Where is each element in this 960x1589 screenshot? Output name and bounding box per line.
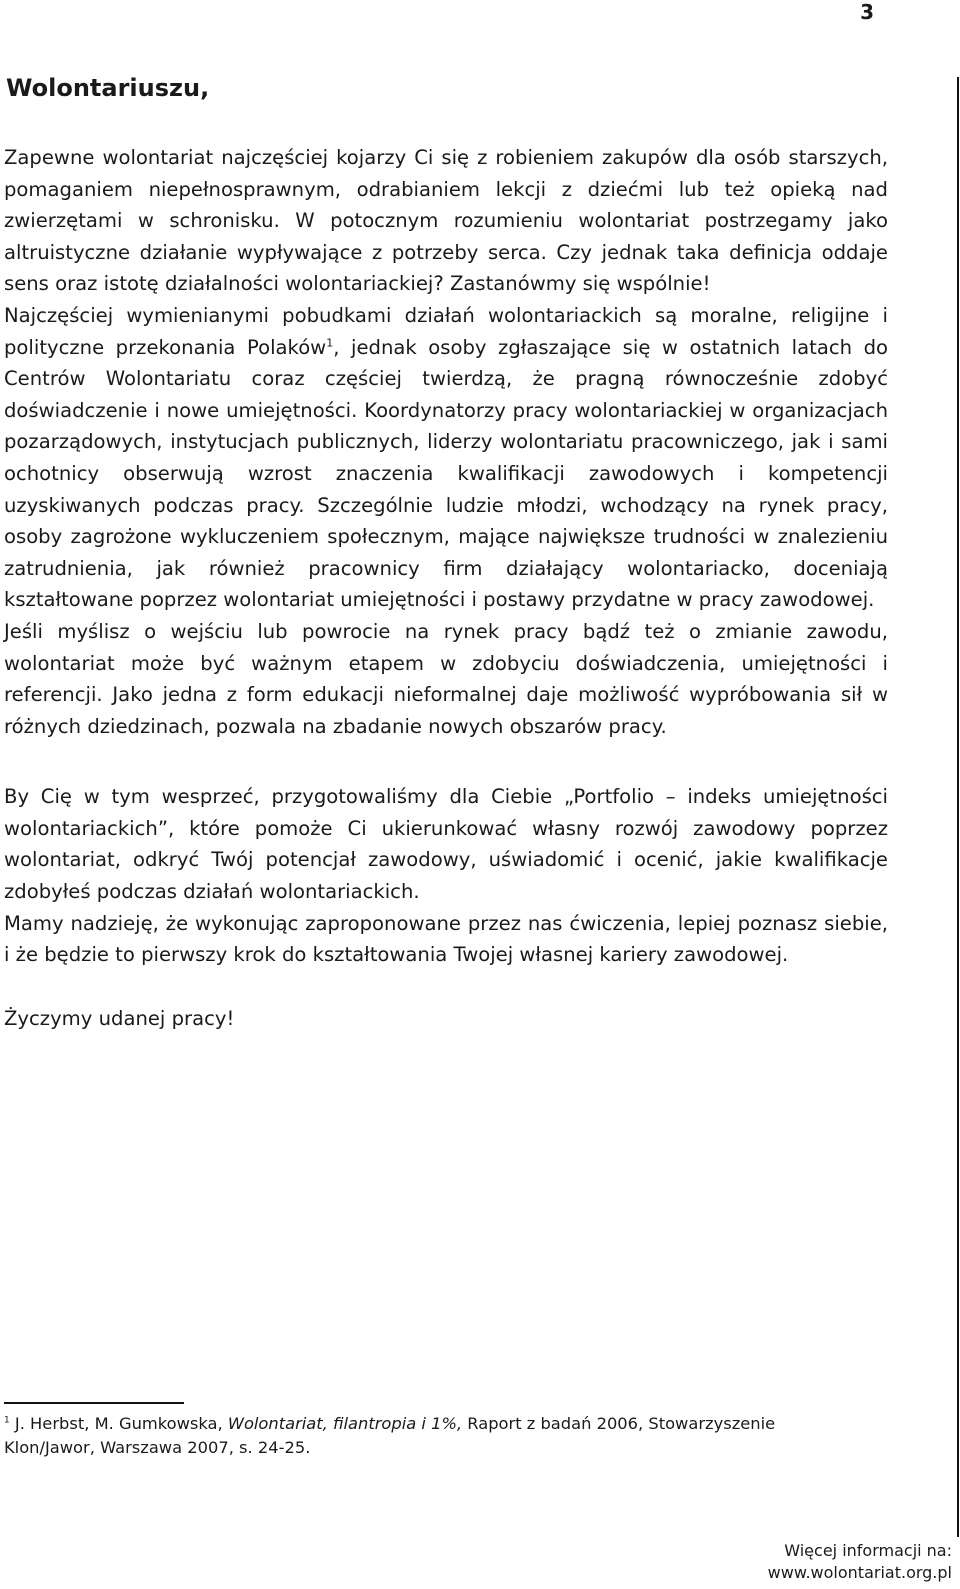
page-number: 3 — [860, 0, 874, 24]
paragraph-intro: Zapewne wolontariat najczęściej kojarzy Ci się z robieniem zakupów dla osób starszych, pomaganiem niepełnosprawnym, odrabianiem lekcji z dziećmi lub też opieką nad zwierzętami w schronisku. W potocznym rozumieniu wolontariat postrzegamy jako altruistyczne działanie wypływające z potrzeby serca. Czy jednak taka definicja oddaje sens oraz istotę działalności wolontariackiej? Zastanówmy się wspólnie! — [4, 146, 888, 296]
footnote-authors: J. Herbst, M. Gumkowska, — [9, 1414, 228, 1433]
motivations-text-start: Najczęściej wymienianymi pobudkami działań wolontariackich są moralne, religijne i polityczne przekonania Polaków — [4, 303, 888, 359]
page-title: Wolontariuszu, — [6, 74, 210, 102]
paragraph-job-market: Jeśli myślisz o wejściu lub powrocie na rynek pracy bądź też o zmianie zawodu, wolontariat może być ważnym etapem w zdobyciu doświadczenia, umiejętności i referencji. Jako jedna z form edukacji nieformalnej daje możliwość wypróbowania sił w różnych dziedzinach, pozwala na zbadanie nowych obszarów pracy. — [4, 619, 888, 738]
footnote-rule — [4, 1402, 184, 1404]
motivations-text-end: , jednak osoby zgłaszające się w ostatnich latach do Centrów Wolontariatu coraz częściej twierdzą, że pragną równocześnie zdobyć doświadczenie i nowe umiejętności. Koordynatorzy pracy wolontariackiej w organizacjach pozarządowych, instytucjach publicznych, liderzy wolontariatu pracowniczego, jak i sami ochotnicy obserwują wzrost znaczenia kwalifikacji zawodowych i kompetencji uzyskiwanych podczas pracy. Szczególnie ludzie młodzi, wchodzący na rynek pracy, osoby zagrożone wykluczeniem społecznym, mające największe trudności w znalezieniu zatrudnienia, jak również pracownicy firm działający wolontariacko, doceniają kształtowane poprzez wolontariat umiejętności i postawy przydatne w pracy zawodowej. — [4, 335, 888, 612]
footnote-title: Wolontariat, filantropia i 1%, — [227, 1414, 463, 1433]
main-text — [4, 142, 888, 1034]
paragraph-hope: Mamy nadzieję, że wykonując zaproponowane przez nas ćwiczenia, lepiej poznasz siebie, i że będzie to pierwszy krok do kształtowania Twojej własnej kariery zawodowej. — [4, 911, 888, 967]
more-info-label: Więcej informacji na: — [784, 1541, 952, 1560]
paragraph-motivations — [4, 300, 888, 616]
closing-line: Życzymy udanej pracy! — [4, 1006, 235, 1030]
paragraph-portfolio: By Cię w tym wesprzeć, przygotowaliśmy dla Ciebie „Portfolio – indeks umiejętności wolontariackich”, które pomoże Ci ukierunkować własny rozwój zawodowy poprzez wolontariat, odkryć Twój potencjał zawodowy, uświadomić i ocenić, jakie kwalifikacje zdobyłeś podczas działań wolontariackich. — [4, 785, 888, 904]
footnote-number: 1 — [4, 1415, 10, 1426]
more-info-url[interactable]: www.wolontariat.org.pl — [767, 1563, 952, 1582]
footnote-reference[interactable]: 1 — [326, 336, 334, 350]
paragraph-gap — [4, 971, 888, 1003]
vertical-rule — [957, 77, 959, 1537]
footnote — [4, 1412, 864, 1460]
more-info — [768, 1540, 952, 1584]
footnote-rest: Raport z badań 2006, Stowarzyszenie Klon/Jawor, Warszawa 2007, s. 24-25. — [4, 1414, 776, 1457]
paragraph-gap — [4, 742, 888, 781]
